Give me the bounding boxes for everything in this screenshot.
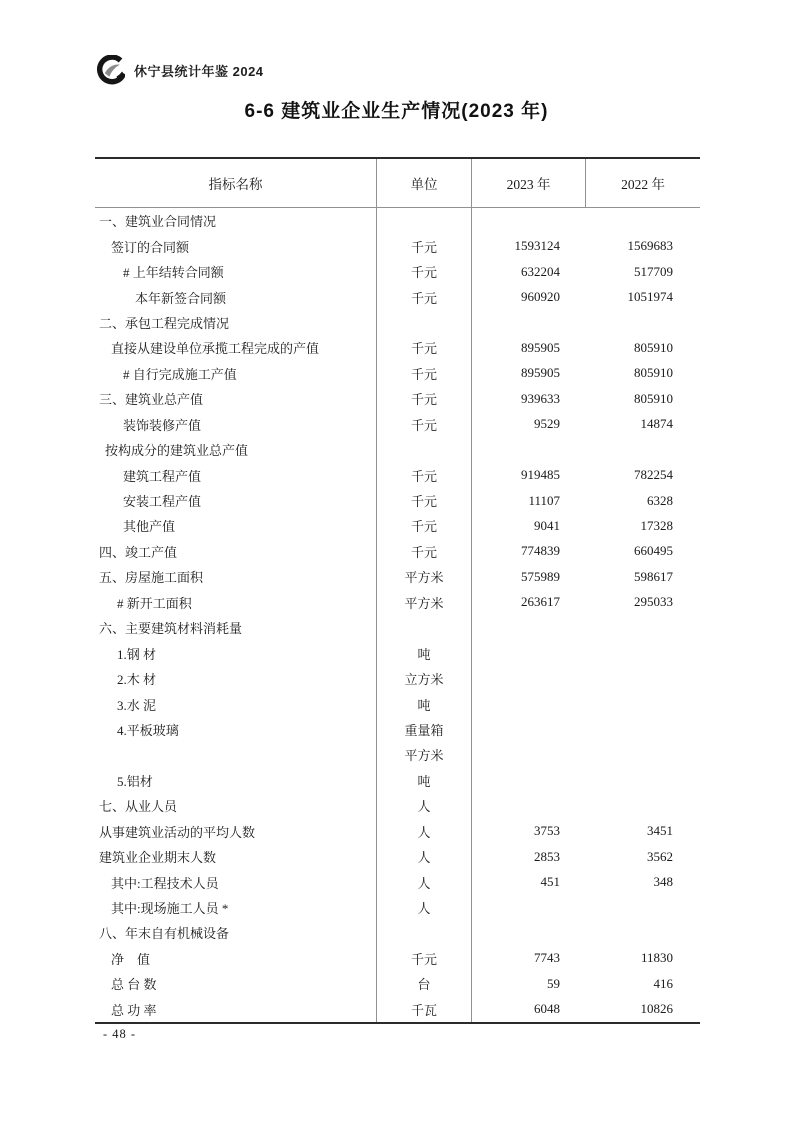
value-2022 bbox=[586, 640, 700, 665]
value-2022 bbox=[586, 437, 700, 462]
table-row bbox=[95, 920, 700, 945]
value-2022: 3451 bbox=[647, 823, 673, 839]
value-2022 bbox=[586, 310, 700, 335]
table-row bbox=[95, 640, 700, 665]
value-2023: 632204 bbox=[521, 263, 560, 279]
indicator-unit: 人 bbox=[377, 819, 472, 844]
table-row bbox=[95, 844, 700, 869]
table-row bbox=[95, 412, 700, 437]
indicator-name: 4.平板玻璃 bbox=[95, 717, 377, 742]
value-2022 bbox=[586, 208, 700, 233]
table-row bbox=[95, 590, 700, 615]
table-row bbox=[95, 462, 700, 487]
value-2023 bbox=[472, 310, 586, 335]
indicator-unit: 台 bbox=[377, 971, 472, 996]
table-row bbox=[95, 895, 700, 920]
table-row bbox=[95, 208, 700, 233]
value-2023: 263617 bbox=[521, 594, 560, 610]
table-row bbox=[95, 691, 700, 716]
value-2022 bbox=[586, 793, 700, 818]
indicator-unit bbox=[377, 437, 472, 462]
table-row bbox=[95, 869, 700, 894]
value-2023: 9041 bbox=[534, 517, 560, 533]
yearbook-title: 休宁县统计年鉴 2024 bbox=[134, 63, 264, 79]
indicator-name: 总 功 率 bbox=[95, 997, 377, 1022]
value-2023: 895905 bbox=[521, 339, 560, 355]
value-2023 bbox=[472, 437, 586, 462]
table-row bbox=[95, 310, 700, 335]
value-2022: 3562 bbox=[647, 848, 673, 864]
indicator-unit: 人 bbox=[377, 793, 472, 818]
value-2022: 1051974 bbox=[627, 289, 673, 305]
indicator-unit: 千元 bbox=[377, 284, 472, 309]
value-2022: 295033 bbox=[634, 594, 673, 610]
indicator-name: # 新开工面积 bbox=[95, 590, 377, 615]
value-2023 bbox=[472, 691, 586, 716]
page-title: 6-6 建筑业企业生产情况(2023 年) bbox=[244, 101, 549, 122]
value-2022: 348 bbox=[653, 874, 673, 890]
indicator-name: 签订的合同额 bbox=[95, 233, 377, 258]
indicator-name: 建筑业企业期末人数 bbox=[95, 844, 377, 869]
value-2022: 14874 bbox=[640, 416, 673, 432]
indicator-unit: 千瓦 bbox=[377, 997, 472, 1022]
indicator-unit bbox=[377, 615, 472, 640]
value-2022: 416 bbox=[653, 975, 673, 991]
value-2023 bbox=[472, 895, 586, 920]
value-2022: 660495 bbox=[634, 543, 673, 559]
indicator-unit: 重量箱 bbox=[377, 717, 472, 742]
table-row bbox=[95, 361, 700, 386]
value-2023: 774839 bbox=[521, 543, 560, 559]
indicator-unit: 平方米 bbox=[377, 742, 472, 767]
indicator-name: 其中:工程技术人员 bbox=[95, 869, 377, 894]
value-2023: 9529 bbox=[534, 416, 560, 432]
indicator-unit: 千元 bbox=[377, 412, 472, 437]
indicator-name: 其中:现场施工人员 * bbox=[95, 895, 377, 920]
value-2022 bbox=[586, 742, 700, 767]
value-2023: 11107 bbox=[528, 492, 560, 508]
column-header-2023: 2023 年 bbox=[472, 159, 586, 207]
table-row bbox=[95, 284, 700, 309]
indicator-name bbox=[95, 742, 377, 767]
value-2023 bbox=[472, 768, 586, 793]
table-row bbox=[95, 768, 700, 793]
page-number: - 48 - bbox=[103, 1027, 137, 1041]
indicator-name: 一、建筑业合同情况 bbox=[95, 208, 377, 233]
column-header-2022: 2022 年 bbox=[621, 177, 665, 192]
indicator-name: # 上年结转合同额 bbox=[95, 259, 377, 284]
indicator-name: 净 值 bbox=[95, 946, 377, 971]
indicator-unit: 千元 bbox=[377, 361, 472, 386]
indicator-name: 直接从建设单位承揽工程完成的产值 bbox=[95, 335, 377, 360]
table-row bbox=[95, 513, 700, 538]
value-2022 bbox=[586, 691, 700, 716]
yearbook-logo-icon bbox=[94, 55, 125, 85]
value-2022: 11830 bbox=[640, 950, 673, 966]
indicator-name: 五、房屋施工面积 bbox=[95, 564, 377, 589]
value-2023: 939633 bbox=[521, 390, 560, 406]
value-2022: 17328 bbox=[640, 517, 673, 533]
value-2022 bbox=[586, 768, 700, 793]
indicator-unit bbox=[377, 920, 472, 945]
value-2022 bbox=[586, 895, 700, 920]
value-2023 bbox=[472, 208, 586, 233]
value-2022: 805910 bbox=[634, 339, 673, 355]
value-2022: 517709 bbox=[634, 263, 673, 279]
table-row bbox=[95, 819, 700, 844]
table-row bbox=[95, 997, 700, 1022]
table-row bbox=[95, 971, 700, 996]
table-row bbox=[95, 717, 700, 742]
indicator-unit: 千元 bbox=[377, 386, 472, 411]
column-header-unit: 单位 bbox=[377, 159, 472, 207]
value-2023 bbox=[472, 793, 586, 818]
indicator-name: 其他产值 bbox=[95, 513, 377, 538]
value-2023 bbox=[472, 717, 586, 742]
indicator-unit: 千元 bbox=[377, 259, 472, 284]
statistics-table bbox=[95, 157, 700, 1024]
indicator-name: 按构成分的建筑业总产值 bbox=[95, 437, 377, 462]
value-2022 bbox=[586, 717, 700, 742]
value-2023: 59 bbox=[547, 975, 560, 991]
value-2022: 782254 bbox=[634, 467, 673, 483]
indicator-name: 四、竣工产值 bbox=[95, 539, 377, 564]
value-2022: 1569683 bbox=[627, 238, 673, 254]
table-row bbox=[95, 488, 700, 513]
indicator-name: 二、承包工程完成情况 bbox=[95, 310, 377, 335]
indicator-name: # 自行完成施工产值 bbox=[95, 361, 377, 386]
indicator-name: 5.铝材 bbox=[95, 768, 377, 793]
indicator-name: 三、建筑业总产值 bbox=[95, 386, 377, 411]
table-row bbox=[95, 564, 700, 589]
value-2023: 3753 bbox=[534, 823, 560, 839]
table-row bbox=[95, 386, 700, 411]
indicator-unit: 千元 bbox=[377, 513, 472, 538]
indicator-name: 安装工程产值 bbox=[95, 488, 377, 513]
indicator-unit: 千元 bbox=[377, 539, 472, 564]
table-row bbox=[95, 437, 700, 462]
indicator-name: 从事建筑业活动的平均人数 bbox=[95, 819, 377, 844]
value-2023 bbox=[472, 640, 586, 665]
indicator-name: 2.木 材 bbox=[95, 666, 377, 691]
value-2022: 805910 bbox=[634, 390, 673, 406]
value-2023: 895905 bbox=[521, 365, 560, 381]
indicator-unit: 吨 bbox=[377, 640, 472, 665]
value-2023 bbox=[472, 615, 586, 640]
table-row bbox=[95, 742, 700, 767]
value-2023: 960920 bbox=[521, 289, 560, 305]
value-2022 bbox=[586, 615, 700, 640]
value-2023 bbox=[472, 666, 586, 691]
table-row bbox=[95, 793, 700, 818]
table-row bbox=[95, 666, 700, 691]
indicator-name: 本年新签合同额 bbox=[95, 284, 377, 309]
value-2022 bbox=[586, 920, 700, 945]
value-2023: 451 bbox=[540, 874, 560, 890]
indicator-unit: 千元 bbox=[377, 488, 472, 513]
table-row bbox=[95, 233, 700, 258]
table-body bbox=[95, 208, 700, 1022]
indicator-unit: 平方米 bbox=[377, 564, 472, 589]
value-2023 bbox=[472, 742, 586, 767]
indicator-unit: 千元 bbox=[377, 946, 472, 971]
indicator-unit: 千元 bbox=[377, 335, 472, 360]
indicator-name: 3.水 泥 bbox=[95, 691, 377, 716]
indicator-name: 八、年末自有机械设备 bbox=[95, 920, 377, 945]
value-2023 bbox=[472, 920, 586, 945]
indicator-unit: 立方米 bbox=[377, 666, 472, 691]
value-2023: 575989 bbox=[521, 568, 560, 584]
table-row bbox=[95, 615, 700, 640]
indicator-unit: 吨 bbox=[377, 768, 472, 793]
indicator-unit bbox=[377, 310, 472, 335]
table-row bbox=[95, 335, 700, 360]
yearbook-brand bbox=[94, 55, 264, 85]
indicator-name: 装饰装修产值 bbox=[95, 412, 377, 437]
indicator-unit: 人 bbox=[377, 869, 472, 894]
value-2023: 1593124 bbox=[514, 238, 560, 254]
indicator-unit: 平方米 bbox=[377, 590, 472, 615]
indicator-name: 七、从业人员 bbox=[95, 793, 377, 818]
indicator-name: 1.钢 材 bbox=[95, 640, 377, 665]
value-2022: 6328 bbox=[647, 492, 673, 508]
indicator-name: 建筑工程产值 bbox=[95, 462, 377, 487]
value-2023: 6048 bbox=[534, 1001, 560, 1017]
value-2022: 10826 bbox=[640, 1001, 673, 1017]
indicator-unit: 千元 bbox=[377, 233, 472, 258]
indicator-unit bbox=[377, 208, 472, 233]
table-row bbox=[95, 539, 700, 564]
value-2023: 7743 bbox=[534, 950, 560, 966]
column-header-indicator: 指标名称 bbox=[95, 159, 377, 207]
indicator-unit: 吨 bbox=[377, 691, 472, 716]
value-2022: 598617 bbox=[634, 568, 673, 584]
indicator-name: 总 台 数 bbox=[95, 971, 377, 996]
table-header-row bbox=[95, 159, 700, 208]
value-2023: 919485 bbox=[521, 467, 560, 483]
value-2022 bbox=[586, 666, 700, 691]
table-row bbox=[95, 259, 700, 284]
value-2022: 805910 bbox=[634, 365, 673, 381]
indicator-unit: 人 bbox=[377, 895, 472, 920]
indicator-name: 六、主要建筑材料消耗量 bbox=[95, 615, 377, 640]
value-2023: 2853 bbox=[534, 848, 560, 864]
table-row bbox=[95, 946, 700, 971]
indicator-unit: 人 bbox=[377, 844, 472, 869]
indicator-unit: 千元 bbox=[377, 462, 472, 487]
